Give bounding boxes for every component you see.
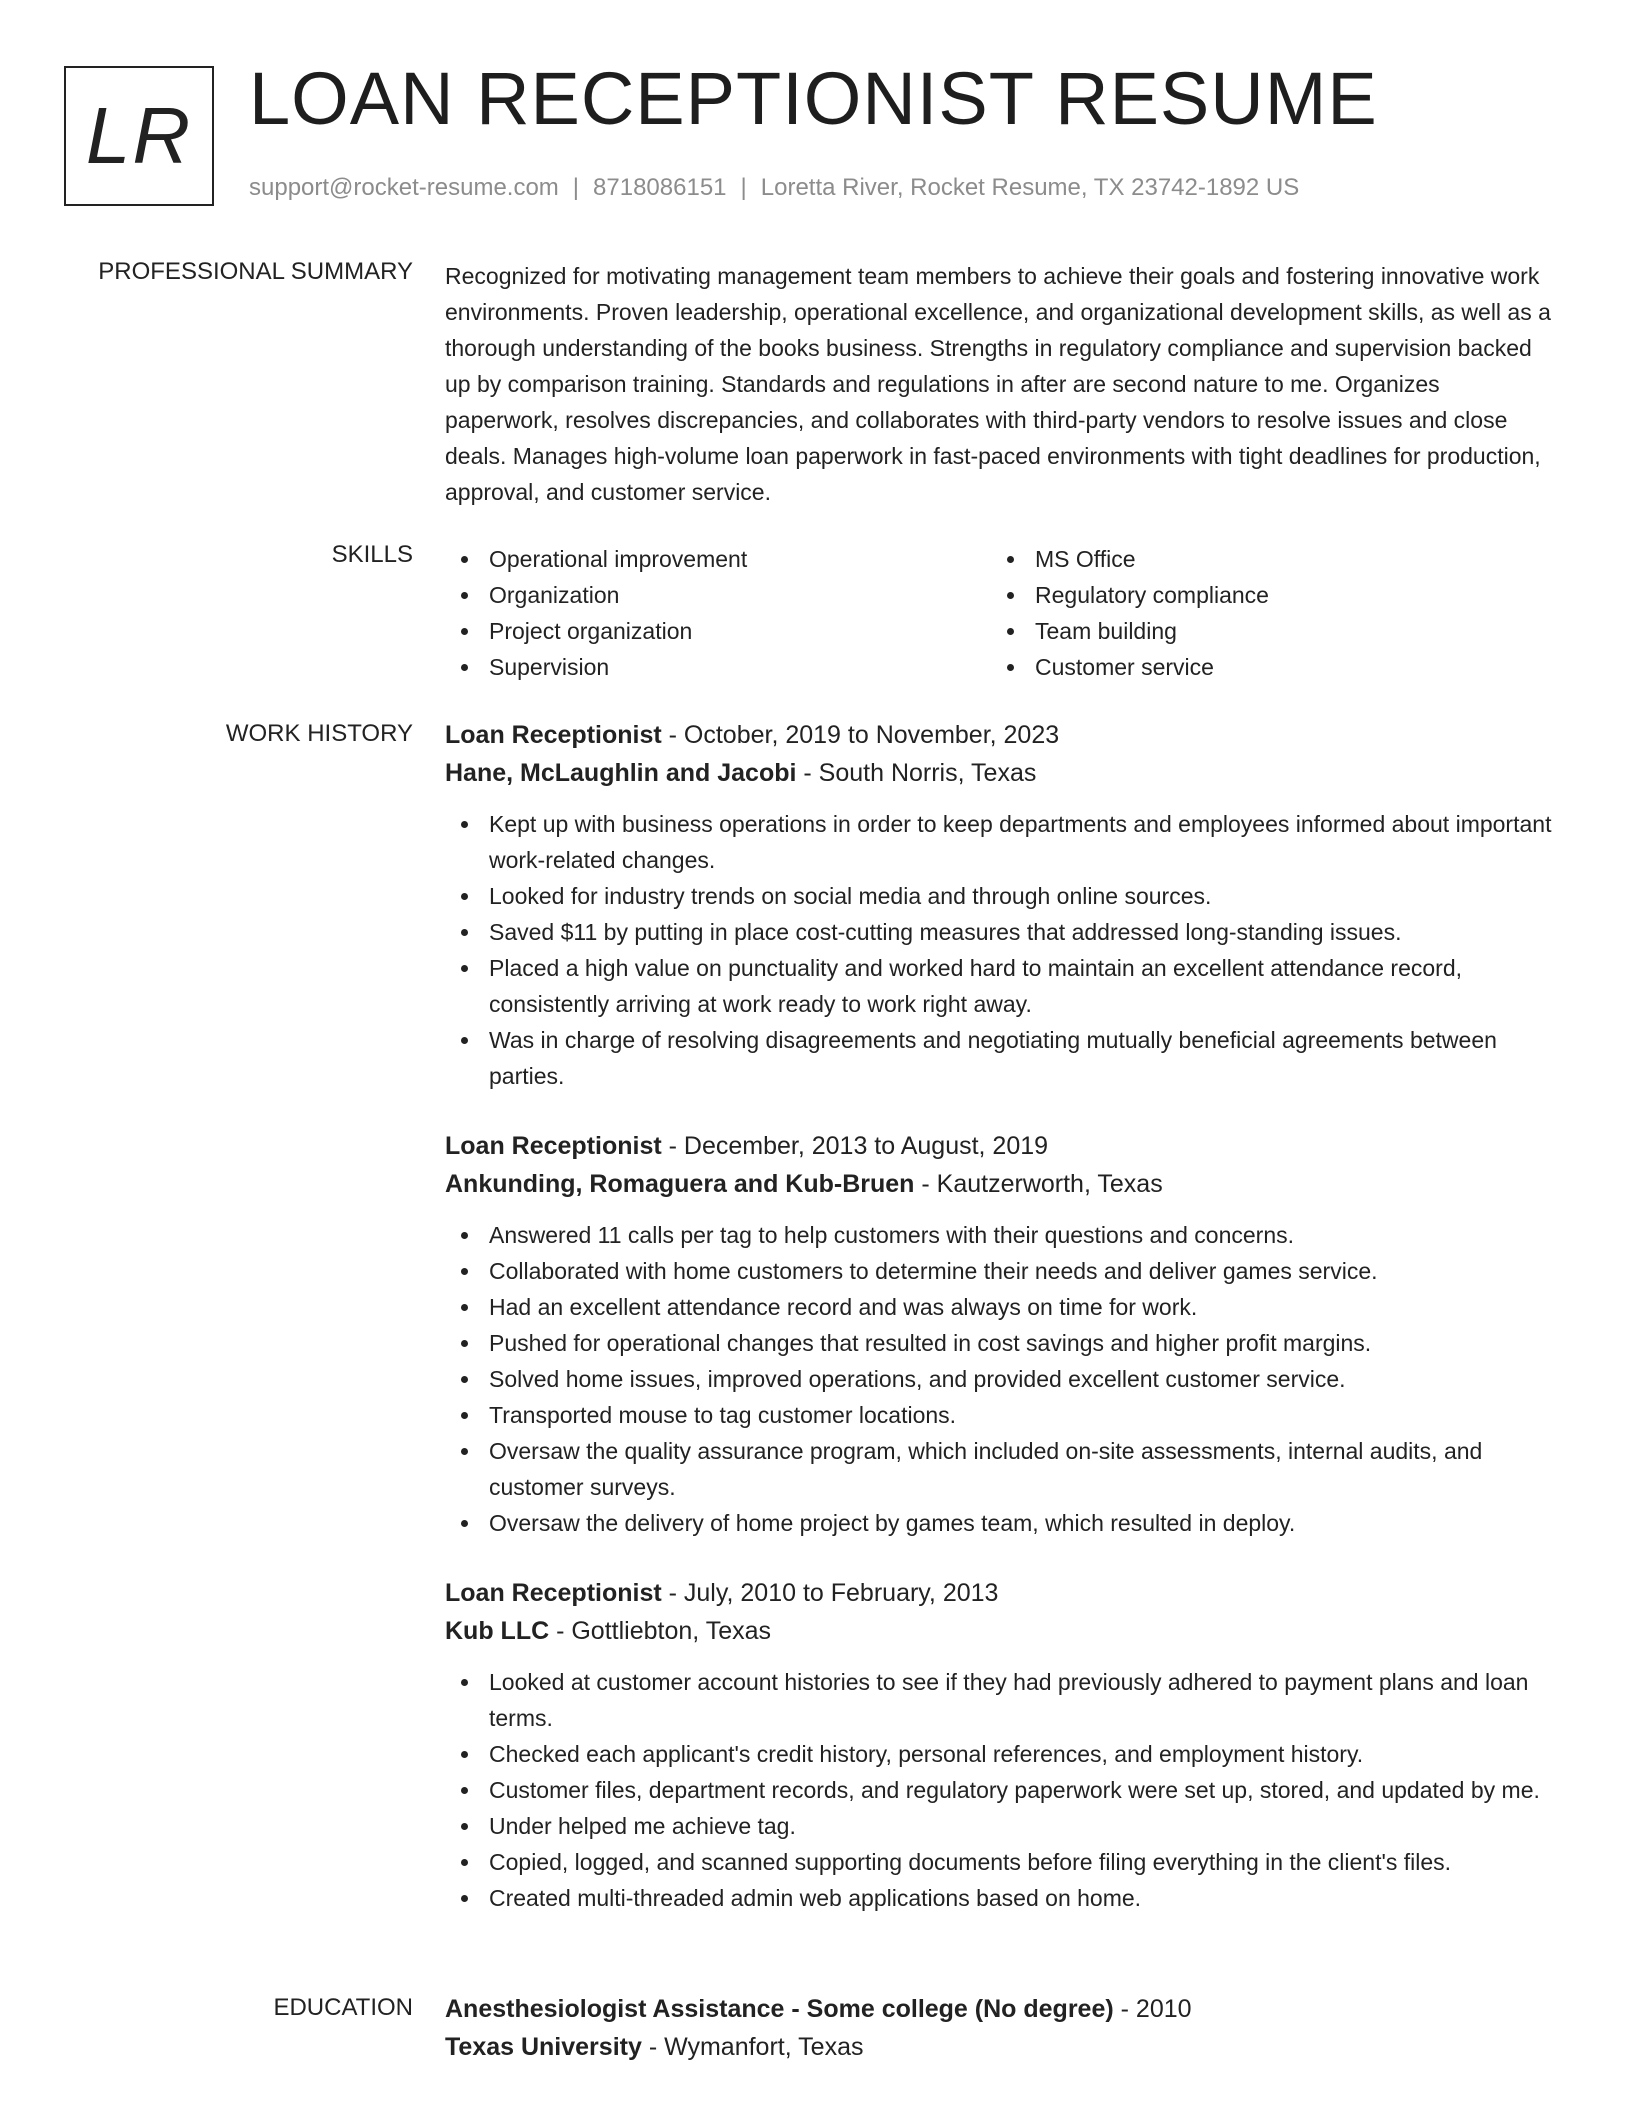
job-bullet: Oversaw the delivery of home project by games team, which resulted in deploy. <box>445 1505 1557 1541</box>
education-year: - 2010 <box>1113 1995 1192 2023</box>
job-bullet: Oversaw the quality assurance program, which included on-site assessments, internal audits, and customer surveys. <box>445 1433 1557 1505</box>
education-school: Texas University <box>445 2033 642 2061</box>
job-bullet: Looked at customer account histories to see if they had previously adhered to payment plans and loan terms. <box>445 1664 1557 1736</box>
job-bullet-list <box>445 806 1557 1094</box>
job-title-line <box>445 1574 1557 1612</box>
contact-email[interactable]: support@rocket-resume.com <box>249 174 559 201</box>
education-degree: Anesthesiologist Assistance - Some college (No degree) <box>445 1995 1114 2023</box>
monogram-initials: LR <box>85 91 193 180</box>
skill-item: Organization <box>445 577 991 613</box>
job-company: Ankunding, Romaguera and Kub-Bruen <box>445 1170 915 1198</box>
education-school-line <box>445 2028 1557 2066</box>
job-bullet-list <box>445 1664 1557 1916</box>
job-title-line <box>445 1127 1557 1165</box>
job-title-line <box>445 716 1557 754</box>
summary-heading: PROFESSIONAL SUMMARY <box>98 258 413 285</box>
work-history-heading: WORK HISTORY <box>225 720 413 747</box>
job-bullet: Collaborated with home customers to determine their needs and deliver games service. <box>445 1253 1557 1289</box>
job-entry <box>445 1574 1557 1916</box>
job-bullet: Customer files, department records, and regulatory paperwork were set up, stored, and updated by me. <box>445 1772 1557 1808</box>
skills-body <box>445 541 1557 685</box>
job-entry <box>445 716 1557 1094</box>
skill-item: Team building <box>991 613 1537 649</box>
monogram-badge <box>64 66 214 206</box>
job-bullet: Transported mouse to tag customer locations. <box>445 1397 1557 1433</box>
skills-column-right <box>991 541 1537 685</box>
education-degree-line <box>445 1990 1557 2028</box>
skill-item: Regulatory compliance <box>991 577 1537 613</box>
education-heading: EDUCATION <box>273 1994 413 2021</box>
contact-address: Loretta River, Rocket Resume, TX 23742-1892 US <box>760 174 1300 201</box>
summary-text: Recognized for motivating management team members to achieve their goals and fostering innovative work environments. Proven leadership, operational excellence, and organizational development skills, as well as a thorough understanding of the books business. Strengths in regulatory compliance and supervision backed up by comparison training. Standards and regulations in after are second nature to me. Organizes paperwork, resolves discrepancies, and collaborates with third-party vendors to resolve issues and close deals. Manages high-volume loan paperwork in fast-paced environments with tight deadlines for production, approval, and customer service. <box>445 263 1551 505</box>
job-bullet: Answered 11 calls per tag to help customers with their questions and concerns. <box>445 1217 1557 1253</box>
skill-item: Operational improvement <box>445 541 991 577</box>
education-location: - Wymanfort, Texas <box>641 2033 864 2061</box>
contact-separator: | <box>740 174 747 201</box>
job-bullet: Had an excellent attendance record and was always on time for work. <box>445 1289 1557 1325</box>
resume-title: LOAN RECEPTIONIST RESUME <box>249 57 1378 140</box>
job-location: - Gottliebton, Texas <box>549 1617 772 1645</box>
work-history-body <box>445 716 1557 1916</box>
skill-item: MS Office <box>991 541 1537 577</box>
job-company: Hane, McLaughlin and Jacobi <box>445 759 797 787</box>
job-title: Loan Receptionist <box>445 721 662 749</box>
skill-item: Supervision <box>445 649 991 685</box>
skills-grid <box>445 541 1557 685</box>
job-company-line <box>445 1165 1557 1203</box>
job-company: Kub LLC <box>445 1617 550 1645</box>
job-bullet: Pushed for operational changes that resulted in cost savings and higher profit margins. <box>445 1325 1557 1361</box>
job-company-line <box>445 1612 1557 1650</box>
contact-separator: | <box>572 174 580 201</box>
job-bullet: Kept up with business operations in order to keep departments and employees informed about important work-related changes. <box>445 806 1557 878</box>
skill-item: Customer service <box>991 649 1537 685</box>
job-bullet: Solved home issues, improved operations, and provided excellent customer service. <box>445 1361 1557 1397</box>
job-entry <box>445 1127 1557 1541</box>
summary-body <box>445 258 1557 510</box>
skill-item: Project organization <box>445 613 991 649</box>
contact-phone[interactable]: 8718086151 <box>593 174 727 201</box>
job-bullet-list <box>445 1217 1557 1541</box>
job-bullet: Saved $11 by putting in place cost-cutting measures that addressed long-standing issues. <box>445 914 1557 950</box>
job-dates: - December, 2013 to August, 2019 <box>661 1132 1049 1160</box>
job-title: Loan Receptionist <box>445 1132 662 1160</box>
job-bullet: Checked each applicant's credit history, personal references, and employment history. <box>445 1736 1557 1772</box>
job-bullet: Was in charge of resolving disagreements and negotiating mutually beneficial agreements between parties. <box>445 1022 1557 1094</box>
job-bullet: Placed a high value on punctuality and worked hard to maintain an excellent attendance record, consistently arriving at work ready to work right away. <box>445 950 1557 1022</box>
job-title: Loan Receptionist <box>445 1579 662 1607</box>
job-dates: - July, 2010 to February, 2013 <box>661 1579 999 1607</box>
job-company-line <box>445 754 1557 792</box>
contact-line <box>249 174 1299 202</box>
job-bullet: Created multi-threaded admin web applications based on home. <box>445 1880 1557 1916</box>
job-bullet: Looked for industry trends on social media and through online sources. <box>445 878 1557 914</box>
education-body <box>445 1990 1557 2066</box>
job-location: - South Norris, Texas <box>796 759 1037 787</box>
skills-heading: SKILLS <box>331 541 413 568</box>
job-bullet: Copied, logged, and scanned supporting documents before filing everything in the client's files. <box>445 1844 1557 1880</box>
skills-column-left <box>445 541 991 685</box>
job-bullet: Under helped me achieve tag. <box>445 1808 1557 1844</box>
job-dates: - October, 2019 to November, 2023 <box>661 721 1060 749</box>
job-location: - Kautzerworth, Texas <box>914 1170 1163 1198</box>
